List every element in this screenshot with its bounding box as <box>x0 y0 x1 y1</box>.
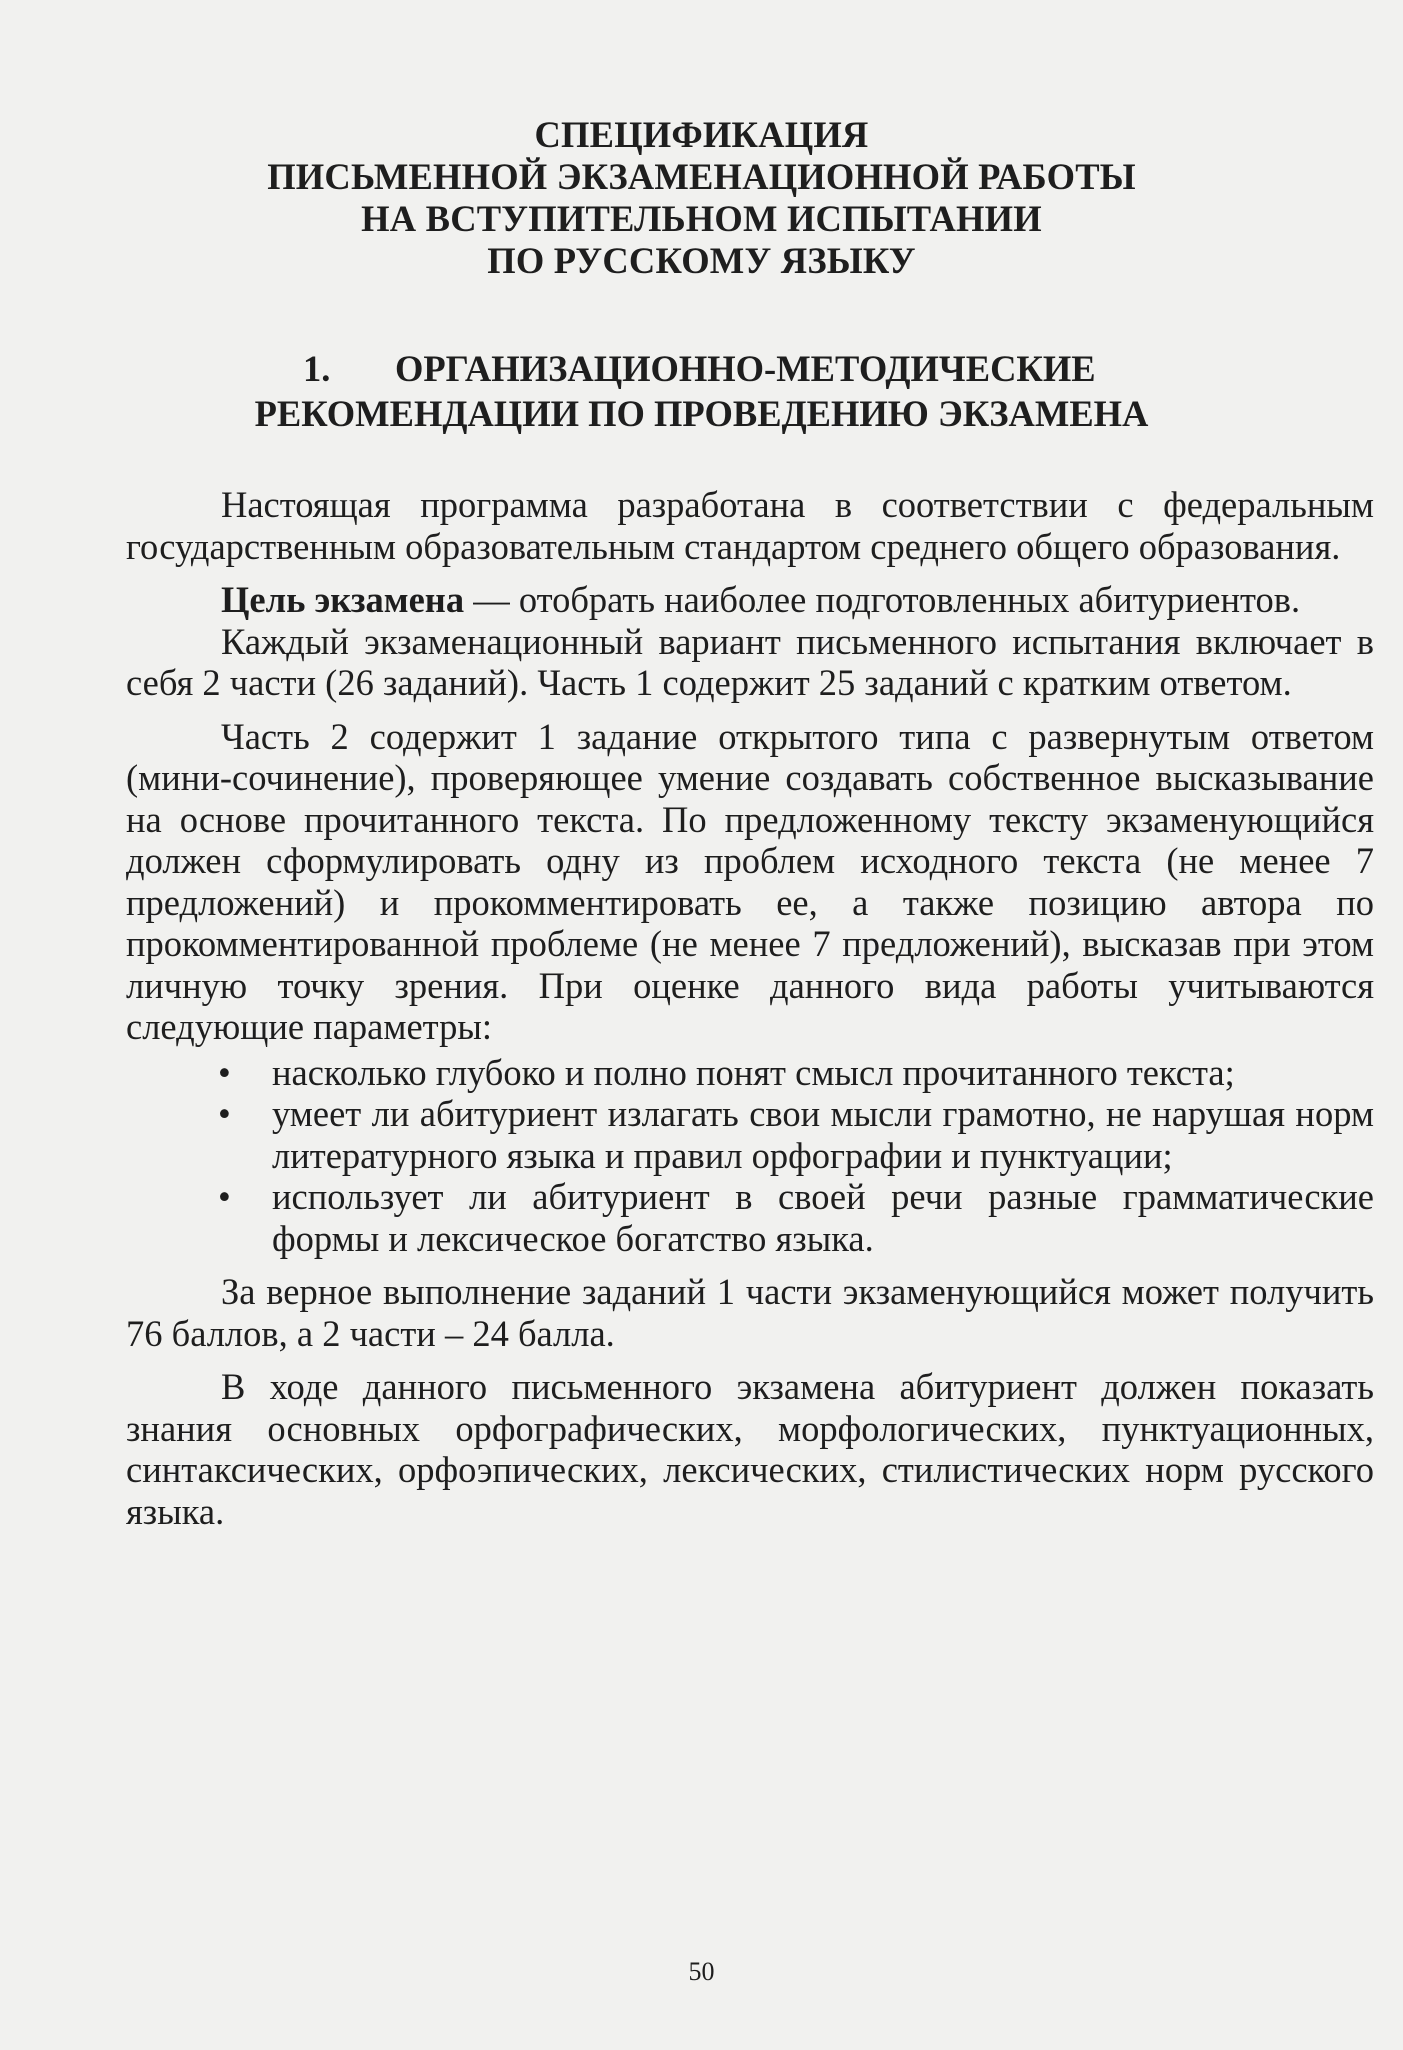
bullet-marker: • <box>218 1093 231 1134</box>
goal-text: — отобрать наиболее подготовленных абитуриентов. <box>464 579 1301 620</box>
paragraph-part2: Часть 2 содержит 1 задание открытого типа с развернутым ответом (мини-сочинение), проверяющее умение создавать собственное высказывание на основе прочитанного текста. По предложенному тексту экзаменующийся должен сформулировать одну из проблем исходного текста (не менее 7 предложений) и прокомментировать ее, а также позицию автора по прокомментированной проблеме (не менее 7 предложений), высказав при этом личную точку зрения. При оценке данного вида работы учитываются следующие параметры: <box>126 715 1374 1047</box>
title-line: ПО РУССКОМУ ЯЗЫКУ <box>487 240 916 281</box>
paragraph-knowledge: В ходе данного письменного экзамена абитуриент должен показать знания основных орфографических, морфологических, пунктуационных, синтаксических, орфоэпических, лексических, стилистических норм русского языка. <box>126 1366 1374 1532</box>
title-line: НА ВСТУПИТЕЛЬНОМ ИСПЫТАНИИ <box>361 198 1042 239</box>
section-heading-line1 <box>303 346 1096 391</box>
body-text <box>126 484 1374 1532</box>
list-item <box>126 1093 1374 1176</box>
list-item-text: умеет ли абитуриент излагать свои мысли грамотно, не нарушая норм литературного языка и правил орфографии и пунктуации; <box>272 1093 1374 1176</box>
paragraph-intro: Настоящая программа разработана в соответствии с федеральным государственным образовательным стандартом среднего общего образования. <box>126 484 1374 567</box>
bullet-marker: • <box>218 1176 231 1217</box>
document-title <box>0 114 1403 282</box>
page-number: 50 <box>688 1957 715 1986</box>
title-line: ПИСЬМЕННОЙ ЭКЗАМЕНАЦИОННОЙ РАБОТЫ <box>267 156 1136 197</box>
section-title-part2: РЕКОМЕНДАЦИИ ПО ПРОВЕДЕНИЮ ЭКЗАМЕНА <box>254 393 1149 434</box>
list-item <box>126 1052 1374 1094</box>
section-title-part1: ОРГАНИЗАЦИОННО-МЕТОДИЧЕСКИЕ <box>395 348 1096 389</box>
list-item <box>126 1176 1374 1259</box>
bullet-marker: • <box>218 1051 231 1093</box>
list-item-text: насколько глубоко и полно понят смысл прочитанного текста; <box>272 1051 1235 1093</box>
section-number: 1. <box>303 348 331 389</box>
title-line: СПЕЦИФИКАЦИЯ <box>534 114 869 155</box>
paragraph-variant: Каждый экзаменационный вариант письменного испытания включает в себя 2 части (26 заданий). Часть 1 содержит 25 заданий с кратким ответом. <box>126 620 1374 703</box>
goal-label: Цель экзамена <box>221 579 465 620</box>
criteria-list <box>126 1052 1374 1260</box>
paragraph-goal <box>126 579 1374 621</box>
paragraph-scoring: За верное выполнение заданий 1 части экзаменующийся может получить 76 баллов, а 2 части – 24 балла. <box>126 1271 1374 1354</box>
list-item-text: использует ли абитуриент в своей речи разные грамматические формы и лексическое богатство языка. <box>272 1176 1374 1259</box>
